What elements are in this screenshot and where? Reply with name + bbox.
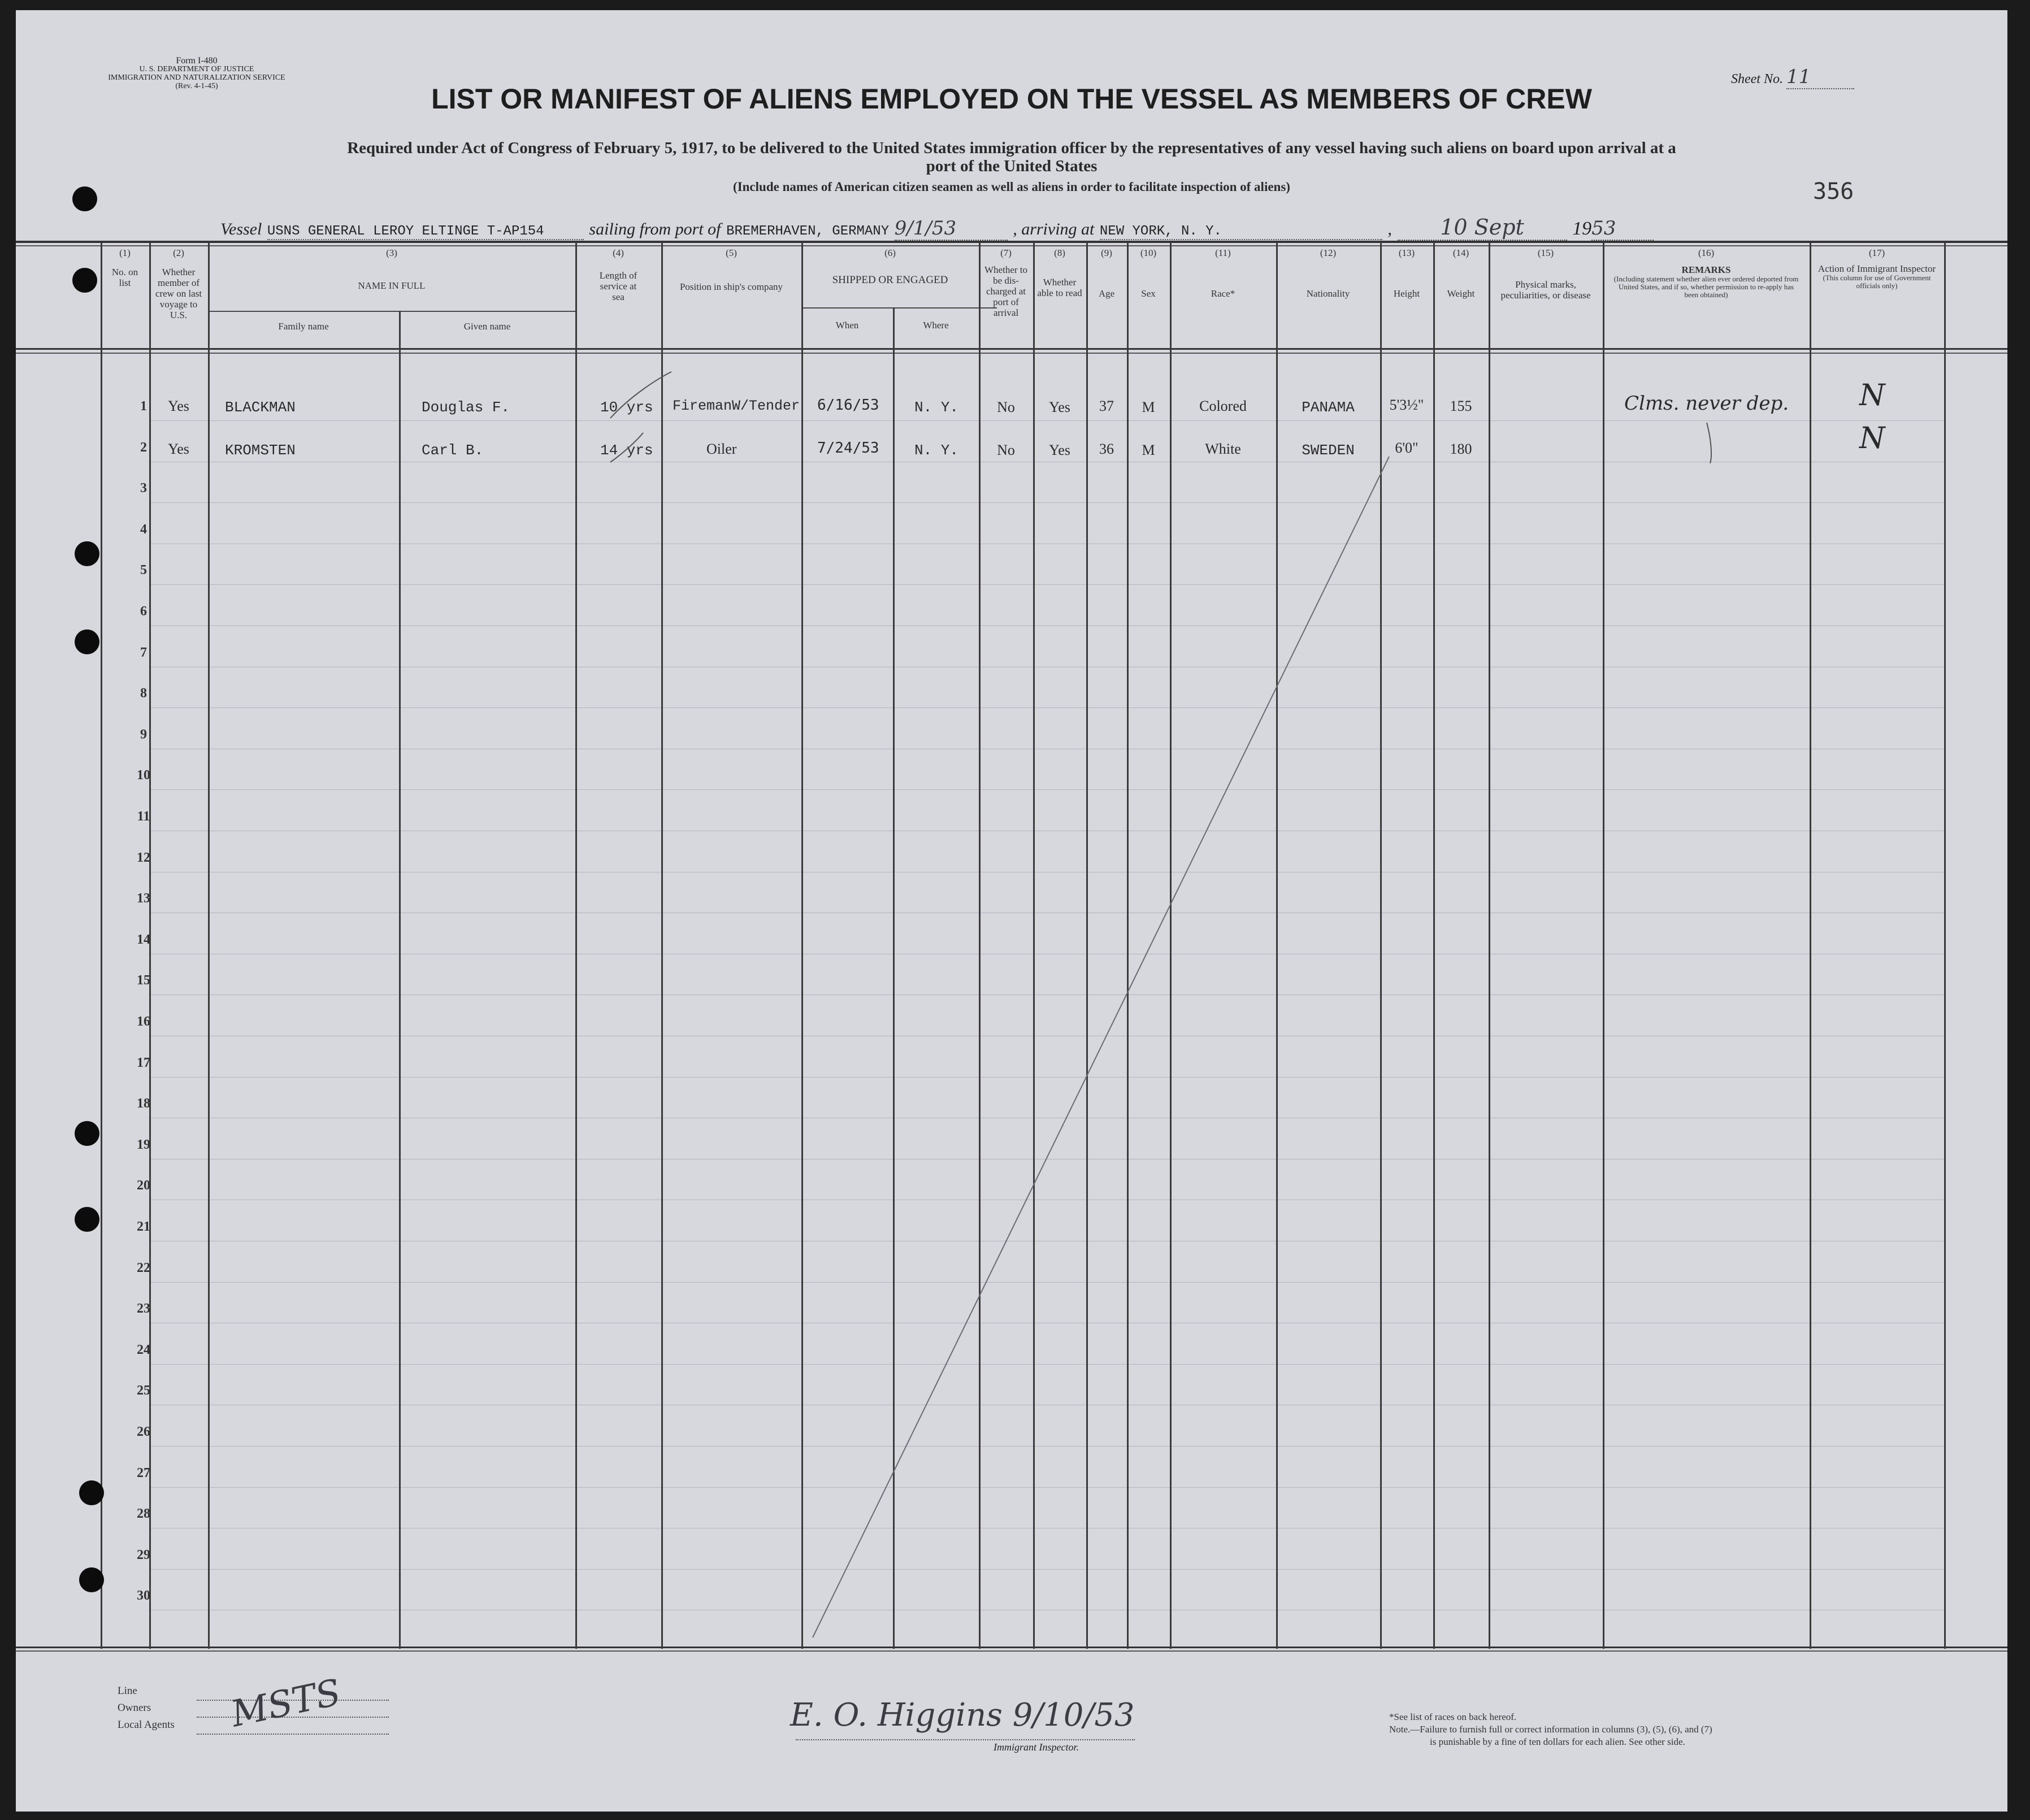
col-8-label: Whether able to read (1037, 277, 1082, 298)
vessel-line: Vessel USNS GENERAL LEROY ELTINGE T-AP154 sailing from port of BREMERHAVEN, GERMANY 9/1/53 , arriving at NEW YORK, N. Y. , 10 Sept 1953 (220, 215, 1916, 241)
fine-note-2: is punishable by a fine of ten dollars for each alien. See other side. (1430, 1736, 1685, 1747)
col-3-given-name: Given name (463, 321, 511, 332)
row-1-nationality: PANAMA (1302, 399, 1355, 416)
col-17-label: Action of Immigrant Inspector (1818, 263, 1936, 274)
row-1-where: N. Y. (914, 399, 959, 416)
punch-hole (75, 629, 99, 654)
col-5-label: Position in ship's company (679, 281, 783, 292)
row-number: 26 (137, 1424, 150, 1439)
row-number: 11 (137, 809, 150, 824)
row-1-family-name: BLACKMAN (225, 399, 296, 416)
col-7-label: Whether to be dis-charged at port of arrival (984, 264, 1027, 318)
row-2-nationality: SWEDEN (1302, 442, 1355, 459)
row-2-read: Yes (1049, 442, 1070, 458)
row-1-last-voyage: Yes (168, 398, 189, 414)
signature-rule (796, 1739, 1135, 1740)
punch-hole (75, 1121, 99, 1146)
row-1-remarks: Clms. never dep. (1624, 392, 1789, 415)
row-2-where: N. Y. (914, 442, 959, 459)
diagonal-cancel-line (813, 457, 1389, 1637)
row-number: 29 (137, 1548, 150, 1562)
port-date: 9/1/53 (895, 217, 1008, 241)
col-6-where: Where (923, 320, 949, 331)
col-7-number: (7) (1000, 247, 1012, 258)
row-number: 22 (137, 1261, 150, 1275)
row-number: 18 (137, 1096, 150, 1111)
col-3-number: (3) (386, 247, 397, 258)
row-2-height: 6'0" (1395, 440, 1419, 456)
service-mark-1 (610, 372, 671, 418)
arrival-port: NEW YORK, N. Y. (1100, 224, 1382, 240)
row-number: 30 (137, 1588, 150, 1603)
col-2-number: (2) (173, 247, 184, 258)
row-number: 7 (140, 645, 147, 660)
stamp-number: 356 (1813, 179, 1854, 205)
row-2-when: 7/24/53 (817, 440, 879, 457)
footer-agents-rule (197, 1734, 389, 1735)
col-4-label: Length of service at sea (599, 270, 637, 302)
row-number: 5 (140, 563, 147, 577)
col-10-label: Sex (1141, 288, 1156, 299)
col-8-number: (8) (1054, 247, 1065, 258)
footer-owners-label: Owners (118, 1702, 151, 1714)
year-value: 53 (1591, 217, 1654, 241)
local-agents-handwriting: MSTS (227, 1671, 345, 1736)
arrival-date: 10 Sept (1398, 215, 1567, 241)
row-2-race: White (1205, 441, 1241, 457)
row-2-position: Oiler (706, 441, 737, 457)
row-number: 13 (137, 891, 150, 906)
row-2-service: 14 yrs (600, 442, 653, 459)
page-instruction: (Include names of American citizen seamen as well as aliens in order to facilitate inspection of aliens) (733, 180, 1290, 194)
row-number: 14 (137, 932, 150, 947)
row-number: 4 (140, 522, 147, 537)
race-note: *See list of races on back hereof. (1389, 1712, 1517, 1722)
col-14-label: Weight (1447, 288, 1475, 299)
row-number: 3 (140, 481, 147, 496)
row-number: 16 (137, 1014, 150, 1029)
row-number: 24 (137, 1343, 150, 1357)
row-2-family-name: KROMSTEN (225, 442, 296, 459)
row-number: 25 (137, 1383, 150, 1398)
row-number: 21 (137, 1219, 150, 1234)
vessel-label: Vessel (220, 220, 262, 238)
port-name: BREMERHAVEN, GERMANY (726, 224, 890, 239)
row-number: 17 (137, 1055, 150, 1070)
footer-line-label: Line (118, 1685, 137, 1697)
punch-hole (75, 541, 99, 566)
col-6-when: When (835, 320, 859, 331)
row-1-read: Yes (1049, 399, 1070, 415)
punch-hole (72, 186, 97, 211)
col-9-label: Age (1098, 288, 1115, 299)
col-3-family-name: Family name (278, 321, 329, 332)
col-16-label: REMARKS (1681, 264, 1731, 275)
col-13-label: Height (1393, 288, 1420, 299)
col-14-number: (14) (1452, 247, 1469, 258)
inspector-signature: E. O. Higgins 9/10/53 (790, 1697, 1135, 1734)
col-17-note: (This column for use of Government officials only) (1823, 273, 1931, 290)
row-number: 27 (137, 1466, 150, 1480)
row-number: 20 (137, 1178, 150, 1193)
col-15-number: (15) (1537, 247, 1554, 258)
col-6-number: (6) (884, 247, 896, 258)
col-6-label: SHIPPED OR ENGAGED (832, 274, 948, 286)
row-number: 9 (140, 727, 147, 742)
row-number: 23 (137, 1301, 150, 1316)
remarks-tick (1707, 423, 1711, 463)
form-revision: (Rev. 4-1-45) (175, 82, 218, 90)
row-1-discharged: No (997, 399, 1015, 415)
col-13-number: (13) (1398, 247, 1415, 258)
col-17-number: (17) (1868, 247, 1885, 258)
service-mark-2 (610, 433, 643, 462)
row-number: 28 (137, 1506, 150, 1521)
col-15-label: Physical marks, peculiarities, or disease (1500, 279, 1591, 301)
row-number: 6 (140, 604, 147, 619)
arriving-label: , arriving at (1013, 220, 1095, 238)
punch-hole (79, 1480, 104, 1505)
row-1-given-name: Douglas F. (422, 399, 510, 416)
col-12-number: (12) (1320, 247, 1337, 258)
col-3-label: NAME IN FULL (358, 280, 426, 291)
form-service: IMMIGRATION AND NATURALIZATION SERVICE (108, 73, 285, 82)
form-number: Form I-480 (176, 56, 218, 66)
col-16-note: (Including statement whether alien ever ordered deported from United States, and if so, whether permission to re-apply has been obtained) (1613, 275, 1799, 299)
col-1-label: No. on list (111, 267, 138, 288)
row-1-height: 5'3½" (1389, 397, 1424, 413)
page-title: LIST OR MANIFEST OF ALIENS EMPLOYED ON THE VESSEL AS MEMBERS OF CREW (431, 83, 1592, 115)
subtitle-line-2: port of the United States (926, 157, 1098, 175)
row-number: 12 (137, 850, 150, 865)
row-2-weight: 180 (1450, 441, 1472, 457)
footer-labels (118, 1683, 175, 1734)
row-number: 19 (137, 1137, 150, 1152)
col-10-number: (10) (1140, 247, 1157, 258)
row-1-race: Colored (1199, 398, 1247, 414)
punch-hole (72, 268, 97, 293)
row-number: 10 (137, 768, 150, 783)
row-2-sex: M (1142, 442, 1155, 458)
col-11-label: Race* (1211, 288, 1235, 299)
row-1-position: FiremanW/Tender (673, 398, 800, 414)
row-1-sex: M (1142, 399, 1155, 415)
sailing-label: sailing from port of (589, 220, 721, 238)
col-1-number: (1) (119, 247, 131, 258)
row-number: 15 (137, 973, 150, 988)
row-number: 1 (140, 399, 147, 414)
col-9-number: (9) (1101, 247, 1112, 258)
row-1-age: 37 (1099, 398, 1114, 414)
row-1-when: 6/16/53 (817, 397, 879, 414)
row-2-last-voyage: Yes (168, 441, 189, 457)
manifest-sheet (16, 10, 2007, 1812)
col-4-number: (4) (613, 247, 624, 258)
col-11-number: (11) (1215, 247, 1231, 258)
row-2-given-name: Carl B. (422, 442, 484, 459)
form-department: U. S. DEPARTMENT OF JUSTICE (139, 65, 254, 73)
inspector-label: Immigrant Inspector. (994, 1741, 1079, 1753)
footer-notes (1389, 1711, 1712, 1748)
col-2-label: Whether member of crew on last voyage to U.S. (155, 267, 202, 320)
row-1-service: 10 yrs (600, 399, 653, 416)
row-number: 8 (140, 686, 147, 701)
punch-hole (75, 1207, 99, 1232)
row-number: 2 (140, 440, 147, 455)
vessel-name: USNS GENERAL LEROY ELTINGE T-AP154 (267, 224, 584, 240)
punch-hole (79, 1567, 104, 1592)
col-5-number: (5) (726, 247, 737, 258)
sheet-number-value: 11 (1786, 66, 1854, 89)
row-2-discharged: No (997, 442, 1015, 458)
subtitle-line-1: Required under Act of Congress of February 5, 1917, to be delivered to the United States immigration officer by the representatives of any vessel having such aliens on board upon arrival at a (347, 139, 1676, 157)
row-1-weight: 155 (1450, 398, 1472, 414)
sheet-number-label: Sheet No. (1731, 72, 1783, 86)
row-2-action: N (1859, 422, 1885, 455)
row-2-age: 36 (1099, 441, 1114, 457)
footer-agents-label: Local Agents (118, 1719, 175, 1731)
pencil-marks (16, 10, 2007, 1812)
col-16-number: (16) (1698, 247, 1715, 258)
row-1-action: N (1859, 379, 1885, 412)
fine-note-1: Note.—Failure to furnish full or correct information in columns (3), (5), (6), and (7) (1389, 1724, 1712, 1735)
col-12-label: Nationality (1306, 288, 1350, 299)
year-prefix: 19 (1572, 218, 1592, 239)
